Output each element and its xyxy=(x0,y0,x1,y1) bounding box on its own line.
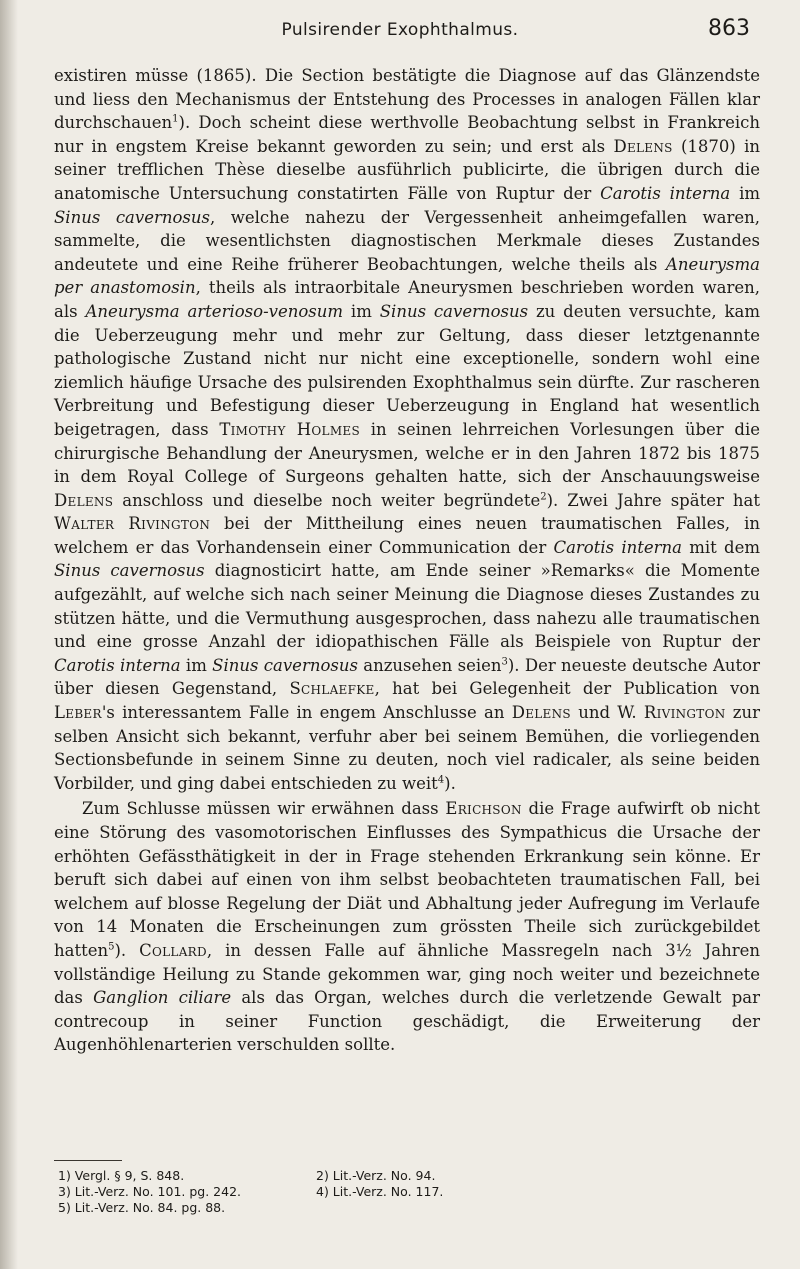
author-name: Leber xyxy=(54,703,102,723)
author-name: Timothy Holmes xyxy=(219,419,360,439)
italic-term: Aneurysma arterioso-venosum xyxy=(85,301,344,321)
author-name: Schlaefke xyxy=(289,679,375,699)
author-name: Delens xyxy=(54,490,114,510)
italic-term: Carotis interna xyxy=(600,183,731,203)
text-run: 's interessantem Falle in engem Anschlusse an xyxy=(101,703,512,723)
footnote-2: 2) Lit.-Verz. No. 94. xyxy=(316,1168,436,1183)
footnote-3: 3) Lit.-Verz. No. 101. pg. 242. xyxy=(58,1184,241,1199)
footnote-ref: 3 xyxy=(501,656,508,668)
text-run: bei der Mittheilung eines neuen traumatischen Falles, in welchem er das Vorhandensein einer Communication der xyxy=(54,514,760,557)
text-run: im xyxy=(730,183,761,203)
paragraph-2 xyxy=(54,797,760,1057)
text-run: als das Organ, welches durch die verletzende Gewalt par contrecoup in seiner Function geschädigt, die Erweiterung der Augenhöhlenarterien verschulden sollte. xyxy=(54,988,760,1055)
text-run: , welche nahezu der Vergessenheit anheimgefallen waren, sammelte, die wesentlichsten diagnostischen Merkmale dieses Zustandes andeutete und eine Reihe früherer Beobachtungen, welche theils als xyxy=(54,207,760,274)
text-run: ). xyxy=(114,940,140,960)
italic-term: Carotis interna xyxy=(553,537,682,557)
text-run: zur selben Ansicht sich bekannt, verfuhr aber bei seinem Bemühen, die vorliegenden Sectionsbefunde in seinem Sinne zu deuten, noch viel radicaler, als seine beiden Vorbilder, und ging dabei entschieden zu weit xyxy=(54,703,761,793)
footnote-1: 1) Vergl. § 9, S. 848. xyxy=(58,1168,185,1183)
author-name: Collard xyxy=(139,940,207,960)
text-run: mit dem xyxy=(682,537,760,557)
italic-term: Carotis interna xyxy=(54,655,181,675)
text-run: , in dessen Falle auf ähnliche Massregeln nach 3½ Jahren vollständige Heilung zu Stande gekommen war, ging noch weiter und bezeichnete das xyxy=(54,940,760,1008)
footnotes xyxy=(58,1168,618,1216)
text-run: ). Der neueste deutsche Autor über diesen Gegenstand, xyxy=(54,655,760,699)
footnote-rule xyxy=(54,1160,122,1161)
gutter-shadow xyxy=(0,0,18,1269)
text-run: und W. xyxy=(570,703,644,723)
text-run: diagnosticirt hatte, am Ende seiner »Remarks« die Momente aufgezählt, auf welche sich nach seiner Meinung die Diagnose dieses Zustandes zu stützen hätte, und die Vermuthung ausgesprochen, dass nahezu alle traumatischen und eine grosse Anzahl der idiopathischen Fälle als Beispiele von Ruptur der xyxy=(54,561,760,652)
italic-term: Sinus cavernosus xyxy=(212,655,358,675)
footnote-4: 4) Lit.-Verz. No. 117. xyxy=(316,1184,444,1199)
italic-term: Sinus cavernosus xyxy=(54,561,205,581)
author-name: Erichson xyxy=(445,799,522,819)
text-run: ). Doch scheint diese werthvolle Beobachtung selbst in Frankreich nur in engstem Kreise bekannt geworden zu sein; und erst als xyxy=(54,113,760,156)
italic-term: Sinus cavernosus xyxy=(54,207,210,227)
author-name: Delens xyxy=(511,703,571,723)
page-number: 863 xyxy=(708,16,750,41)
text-run: im xyxy=(180,655,213,675)
footnote-ref: 5 xyxy=(108,941,115,953)
footnote-5: 5) Lit.-Verz. No. 84. pg. 88. xyxy=(58,1200,226,1215)
italic-term: Sinus cavernosus xyxy=(379,301,529,321)
text-run: anschloss und dieselbe noch weiter begründete xyxy=(113,490,541,510)
text-run: Zum Schlusse müssen wir erwähnen dass xyxy=(82,799,446,819)
italic-term: Aneurysma per anastomosin xyxy=(54,254,760,298)
text-run: existiren müsse (1865). Die Section bestätigte die Diagnose auf das Glänzendste und liess den Mechanismus der Entstehung des Processes in analogen Fällen klar durchschauen xyxy=(54,66,760,133)
text-run: , hat bei Gelegenheit der Publication von xyxy=(374,679,760,699)
text-run: die Frage aufwirft ob nicht eine Störung des vasomotorischen Einflusses des Sympathicus die Ursache der erhöhten Gefässthätigkeit in der in Frage stehenden Erkrankung sein könne. Er beruft sich dabei auf einen von ihm selbst beobachteten traumatischen Fall, bei welchem auf blosse Regelung der Diät und Abhaltung jeder Aufregung im Verlaufe von 14 Monaten die Erscheinungen zum grössten Theile sich zurückgebildet hatten xyxy=(54,799,760,960)
italic-term: Ganglion ciliare xyxy=(93,988,232,1008)
text-run: im xyxy=(343,301,380,321)
author-name: Rivington xyxy=(643,703,726,723)
footnote-ref: 1 xyxy=(172,113,179,125)
running-head: Pulsirender Exophthalmus. xyxy=(281,20,519,40)
author-name: Walter Rivington xyxy=(54,514,211,534)
footnote-ref: 2 xyxy=(540,491,547,503)
body-text xyxy=(54,64,760,1057)
text-run: zu deuten versuchte, kam die Ueberzeugung mehr und mehr zur Geltung, dass dieser letztgenannte pathologische Zustand nicht nur nicht eine exceptionelle, sondern wohl eine ziemlich häufige Ursache des pulsirenden Exophthalmus sein dürfte. Zur rascheren Verbreitung und Befestigung dieser Ueberzeugung in England hat wesentlich beigetragen, dass xyxy=(54,301,760,439)
text-run: , theils als intraorbitale Aneurysmen beschrieben worden waren, als xyxy=(54,278,760,321)
text-run: ). xyxy=(444,773,456,793)
footnote-ref: 4 xyxy=(437,774,445,786)
text-run: (1870) in seiner trefflichen Thèse dieselbe ausführlich publicirte, die übrigen durch die anatomische Untersuchung constatirten Fälle von Ruptur der xyxy=(54,136,761,203)
text-run: anzusehen seien xyxy=(357,655,502,675)
text-run: in seinen lehrreichen Vorlesungen über die chirurgische Behandlung der Aneurysmen, welche er in den Jahren 1872 bis 1875 in dem Royal College of Surgeons gehalten hatte, sich der Anschauungsweise xyxy=(54,419,761,487)
author-name: Delens xyxy=(613,136,673,156)
paragraph-1 xyxy=(54,64,760,795)
page-header xyxy=(50,16,750,46)
text-run: ). Zwei Jahre später hat xyxy=(546,490,760,510)
